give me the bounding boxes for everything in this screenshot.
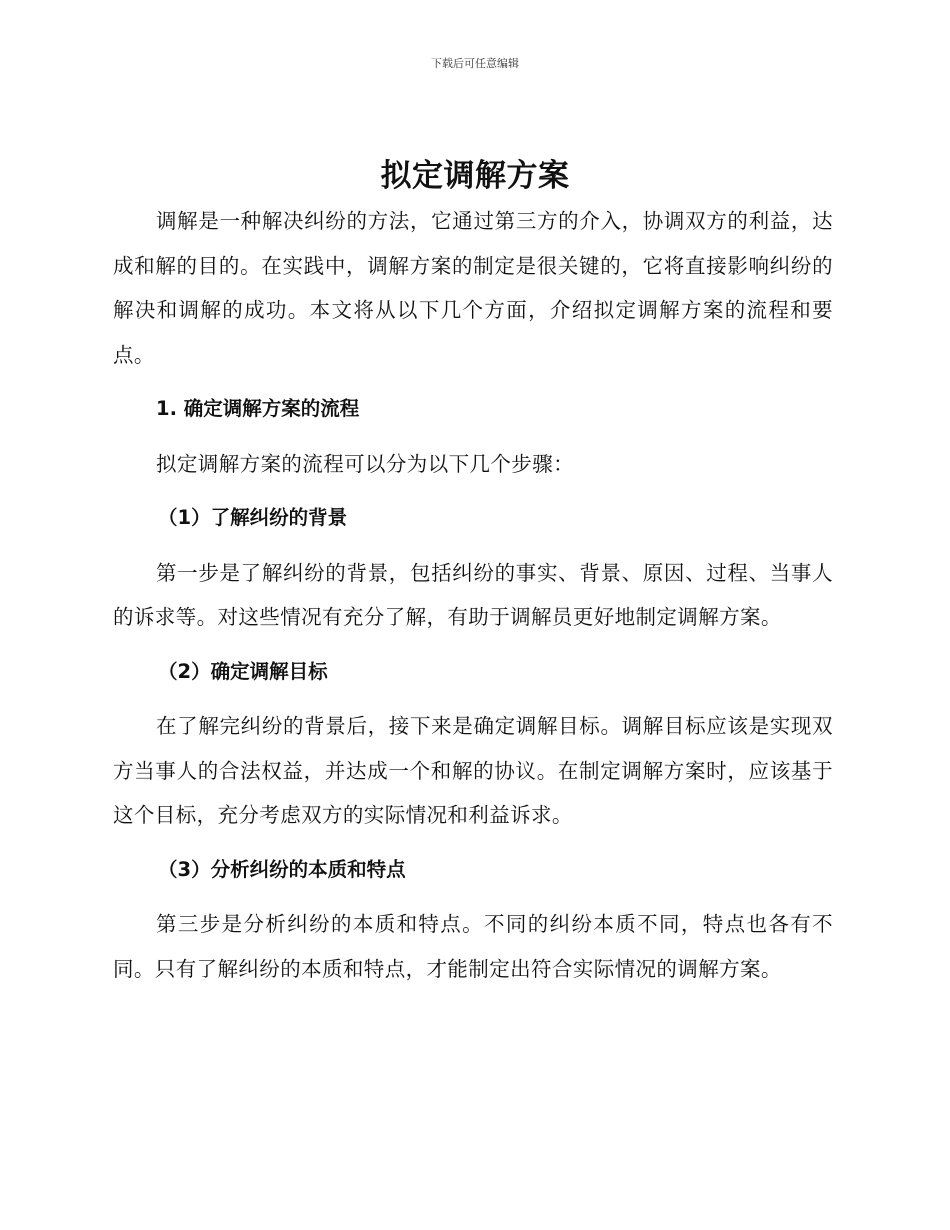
document-body: [113, 199, 833, 991]
step-3-paragraph: 第三步是分析纠纷的本质和特点。不同的纠纷本质不同，特点也各有不同。只有了解纠纷的本质和特点，才能制定出符合实际情况的调解方案。: [113, 912, 833, 981]
step-2-paragraph: 在了解完纠纷的背景后，接下来是确定调解目标。调解目标应该是实现双方当事人的合法权益，并达成一个和解的协议。在制定调解方案时，应该基于这个目标，充分考虑双方的实际情况和利益诉求。: [113, 714, 833, 827]
step-1-heading: （1）了解纠纷的背景: [158, 506, 348, 529]
step-2-heading: （2）确定调解目标: [158, 659, 328, 683]
intro-paragraph: 调解是一种解决纠纷的方法，它通过第三方的介入，协调双方的利益，达成和解的目的。在实践中，调解方案的制定是很关键的，它将直接影响纠纷的解决和调解的成功。本文将从以下几个方面，介绍拟定调解方案的流程和要点。: [113, 209, 833, 367]
step-3-heading: （3）分析纠纷的本质和特点: [158, 857, 406, 881]
section-heading: 1. 确定调解方案的流程: [156, 397, 360, 420]
section-lead-paragraph: 拟定调解方案的流程可以分为以下几个步骤：: [156, 451, 574, 476]
page-header: 下载后可任意编辑: [431, 57, 519, 70]
document-title: 拟定调解方案: [380, 158, 570, 194]
step-1-paragraph: 第一步是了解纠纷的背景，包括纠纷的事实、背景、原因、过程、当事人的诉求等。对这些情况有充分了解，有助于调解员更好地制定调解方案。: [113, 560, 833, 629]
